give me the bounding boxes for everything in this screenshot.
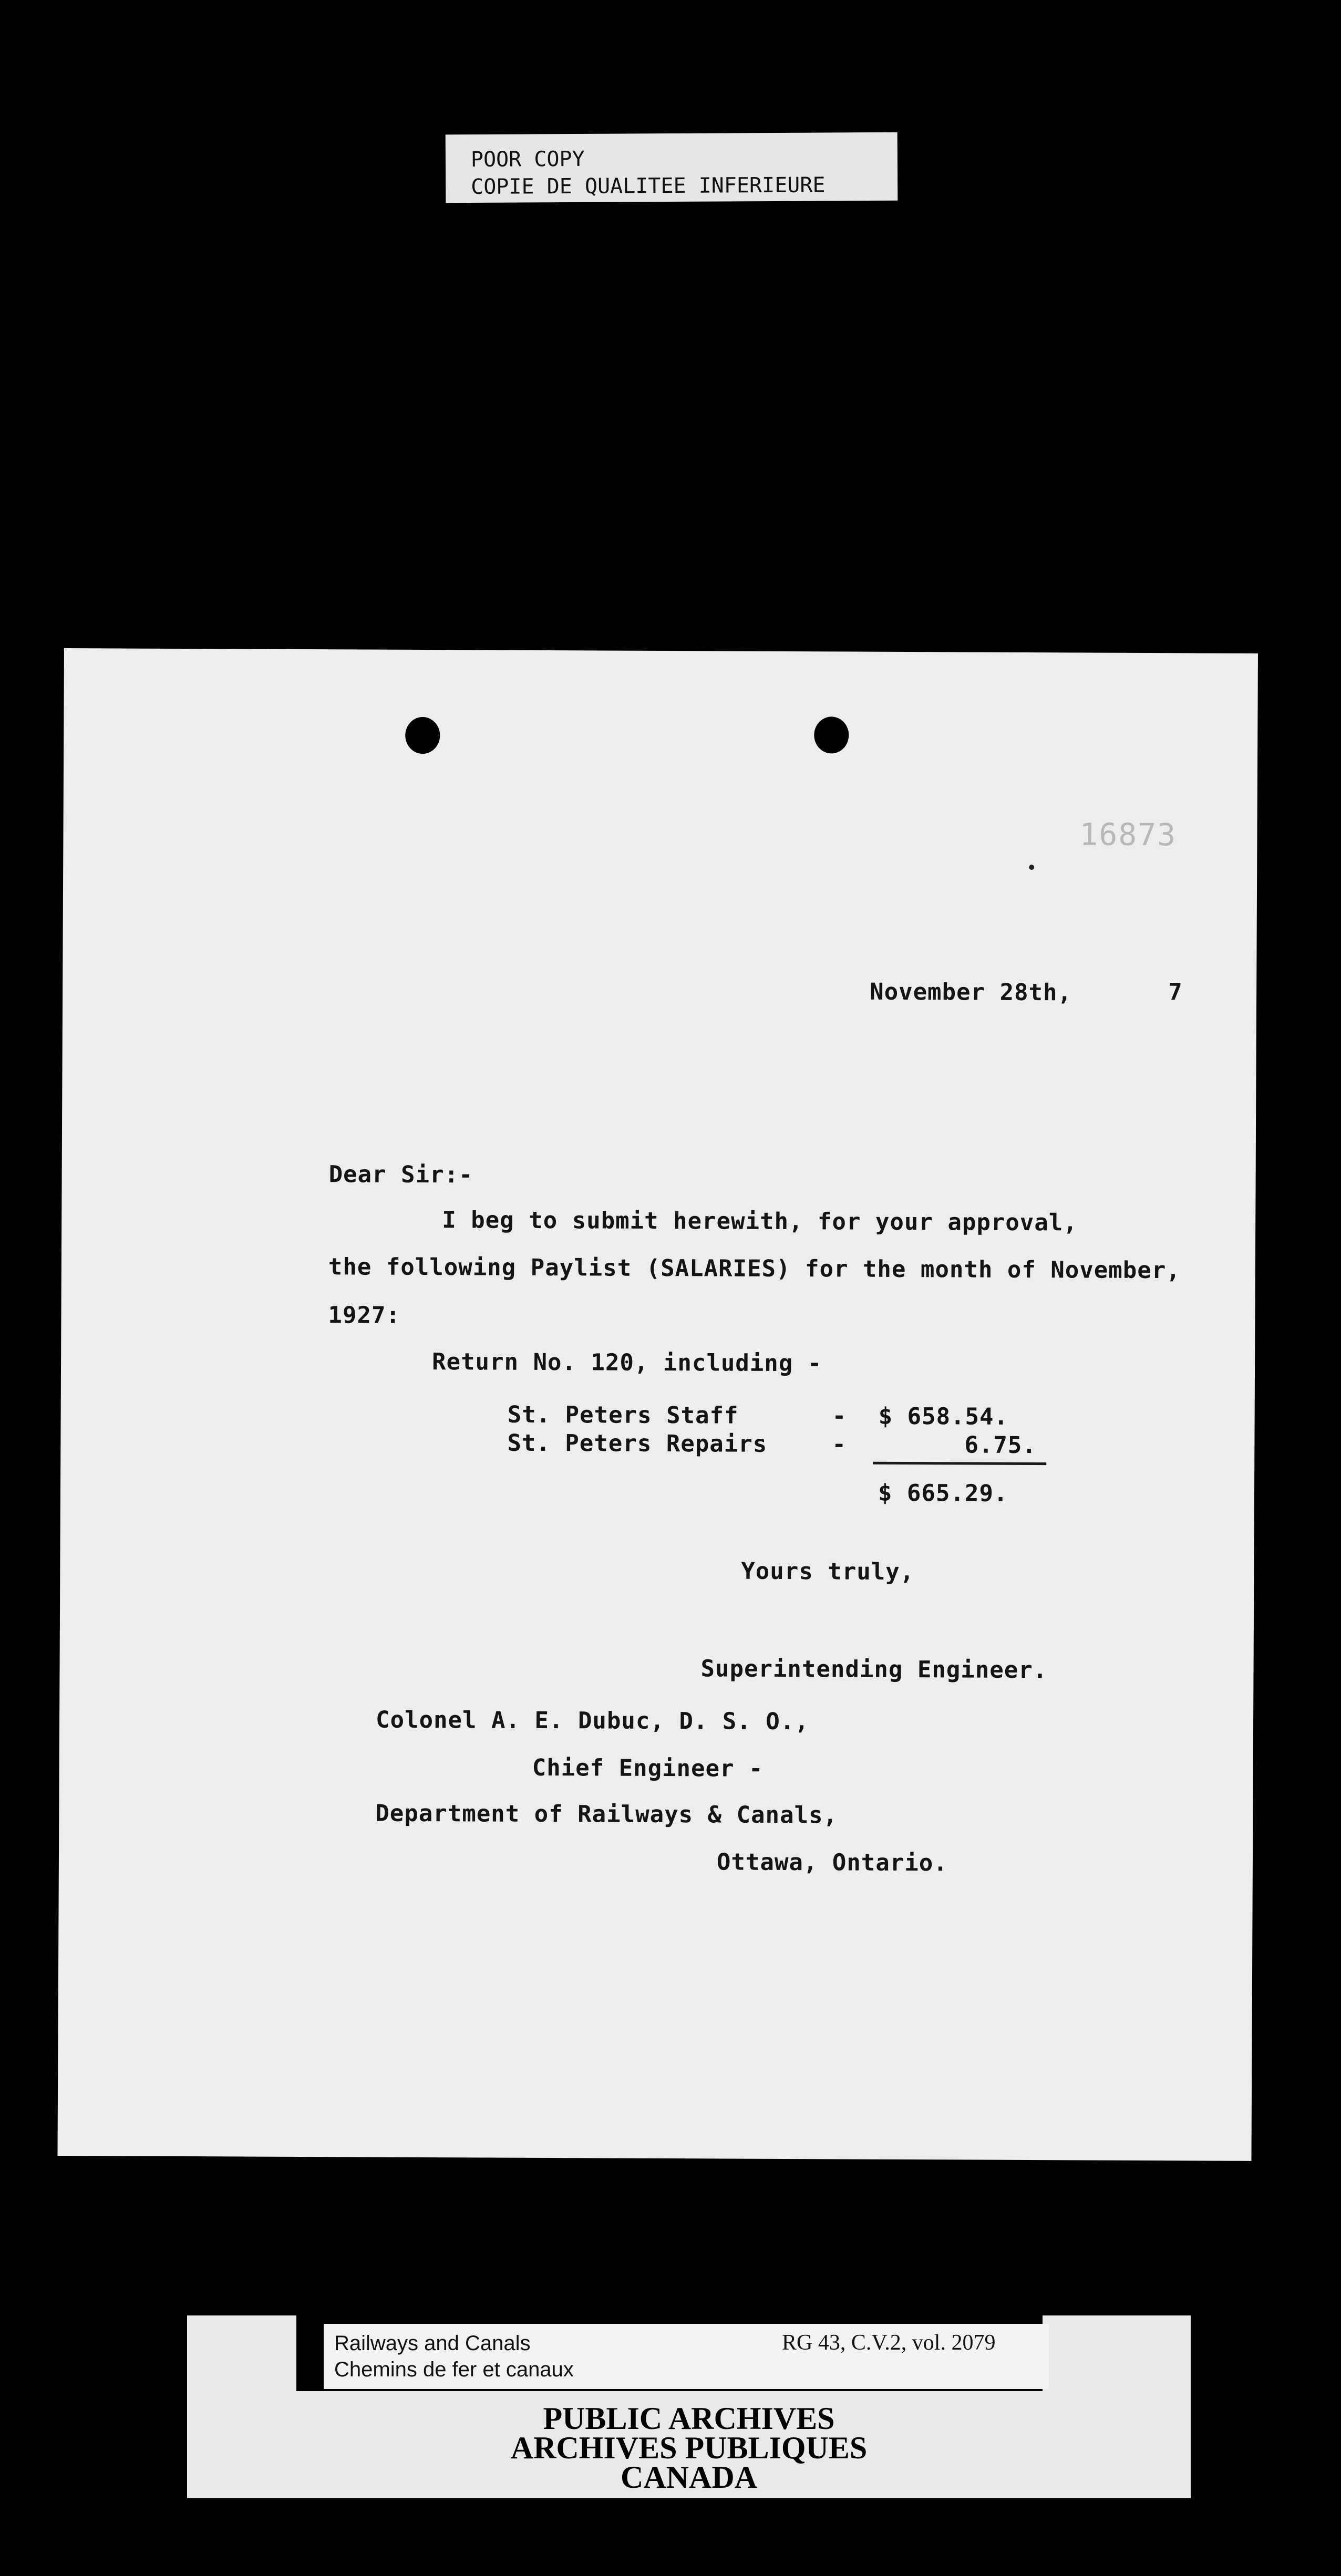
addressee-city: Ottawa, Ontario.	[716, 1848, 948, 1877]
item-amount-repairs: 6.75.	[964, 1431, 1037, 1459]
archive-title	[187, 2401, 1191, 2495]
poor-copy-line-1: POOR COPY	[470, 147, 585, 172]
letter-date-year-mark: 7	[1168, 979, 1183, 1006]
total-amount: $ 665.29.	[878, 1479, 1008, 1507]
archive-title-line-1: PUBLIC ARCHIVES	[543, 2401, 835, 2436]
archive-series-names	[334, 2330, 574, 2383]
poor-copy-stamp	[446, 132, 898, 203]
item-dash-staff: -	[832, 1403, 847, 1430]
file-number-stamp: 16873	[1079, 816, 1177, 853]
addressee-department: Department of Railways & Canals,	[375, 1800, 838, 1829]
closing: Yours truly,	[741, 1557, 915, 1586]
salutation: Dear Sir:-	[328, 1161, 473, 1189]
archive-label	[187, 2315, 1191, 2498]
punch-hole-right	[814, 716, 849, 753]
ink-speck	[1029, 865, 1034, 870]
archive-series-plate	[296, 2315, 1043, 2391]
return-line: Return No. 120, including -	[431, 1348, 822, 1377]
item-amount-staff: $ 658.54.	[878, 1403, 1009, 1430]
item-label-repairs: St. Peters Repairs	[507, 1429, 768, 1458]
archive-title-line-3: CANADA	[621, 2460, 757, 2495]
addressee-title: Chief Engineer -	[532, 1754, 764, 1782]
signature-title: Superintending Engineer.	[700, 1655, 1048, 1684]
body-line-2: the following Paylist (SALARIES) for the month of November,	[328, 1253, 1181, 1284]
archive-reference: RG 43, C.V.2, vol. 2079	[782, 2331, 996, 2355]
addressee-name: Colonel A. E. Dubuc, D. S. O.,	[375, 1706, 809, 1736]
punch-hole-left	[405, 717, 440, 754]
total-underline	[873, 1462, 1046, 1465]
poor-copy-line-2: COPIE DE QUALITEE INFERIEURE	[471, 173, 826, 199]
body-line-1: I beg to submit herewith, for your approval,	[442, 1207, 1078, 1237]
archive-series-en: Railways and Canals	[334, 2332, 531, 2355]
item-label-staff: St. Peters Staff	[507, 1401, 739, 1429]
body-line-3: 1927:	[328, 1302, 401, 1329]
letter-page	[57, 648, 1258, 2161]
letter-date: November 28th,	[870, 978, 1072, 1006]
archive-title-line-2: ARCHIVES PUBLIQUES	[510, 2430, 868, 2465]
item-dash-repairs: -	[832, 1431, 847, 1458]
archive-series-fr: Chemins de fer et canaux	[334, 2358, 574, 2381]
